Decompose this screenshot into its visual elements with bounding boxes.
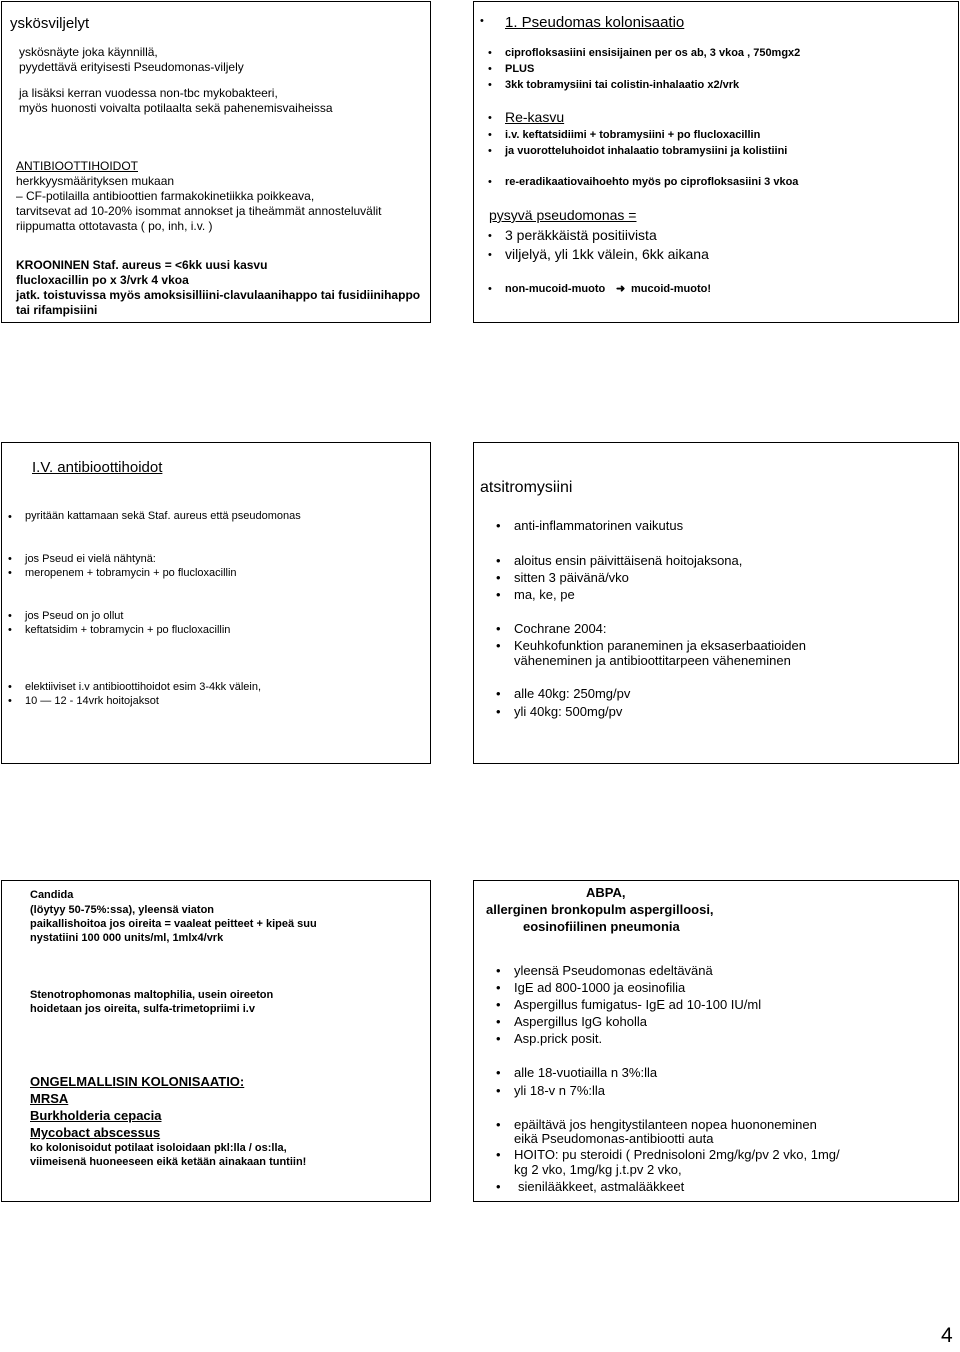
section-heading: ONGELMALLISIN KOLONISAATIO: [30, 1074, 245, 1089]
text-line: jatk. toistuvissa myös amoksisilliini-clavulaanihappo tai fusidiinihappo [16, 288, 421, 302]
bullet-icon: • [496, 704, 501, 719]
bullet-icon: • [496, 638, 501, 653]
section-heading: ANTIBIOOTTIHOIDOT [16, 159, 138, 173]
slide-pseudomonas [473, 1, 959, 323]
text-line: yli 40kg: 500mg/pv [514, 704, 623, 719]
bullet-icon: • [496, 553, 501, 568]
text-line: Mycobact abscessus [30, 1125, 161, 1140]
text-line: anti-inflammatorinen vaikutus [514, 518, 684, 533]
text-line: ja vuorotteluhoidot inhalaatio tobramysiini ja kolistiini [505, 145, 788, 157]
slide-title: 1. Pseudomas kolonisaatio [505, 14, 685, 31]
text-line: Aspergillus fumigatus- IgE ad 10-100 IU/ml [514, 997, 762, 1012]
text-line: eikä Pseudomonas-antibiootti auta [514, 1131, 714, 1146]
text-line: viimeisenä huoneeseen eikä ketään ainakaan tuntiin! [30, 1156, 307, 1168]
text-line: tai rifampisiini [16, 303, 98, 317]
text-line: sitten 3 päivänä/vko [514, 570, 629, 585]
text-line: i.v. keftatsidiimi + tobramysiini + po flucloxacillin [505, 129, 761, 141]
text-line: flucloxacillin po x 3/vrk 4 vkoa [16, 273, 189, 287]
text-line: ma, ke, pe [514, 587, 575, 602]
bullet-icon: • [496, 997, 501, 1012]
text-line: väheneminen ja antibioottitarpeen väheneminen [514, 653, 791, 668]
text-line: paikallishoitoa jos oireita = vaaleat peitteet + kipeä suu [30, 918, 317, 930]
text-line: 3 peräkkäistä positiivista [505, 227, 657, 243]
bullet-icon: • [496, 1147, 501, 1162]
text-line: epäiltävä jos hengitystilanteen nopea huononeminen [514, 1117, 817, 1132]
text-line: myös huonosti voivalta potilaalta sekä pahenemisvaiheissa [19, 101, 333, 115]
slide-title: allerginen bronkopulm aspergilloosi, [486, 902, 714, 917]
text-line: – CF-potilailla antibioottien farmakokinetiikka poikkeava, [16, 189, 315, 203]
bullet-icon: • [488, 112, 492, 124]
slide-title: atsitromysiini [480, 479, 573, 496]
text-line: Asp.prick posit. [514, 1031, 603, 1046]
text-line: re-eradikaatiovaihoehto myös po ciprofloksasiini 3 vkoa [505, 176, 799, 188]
bullet-icon: • [488, 176, 492, 188]
text-line: MRSA [30, 1091, 69, 1106]
text-line: hoidetaan jos oireita, sulfa-trimetopriimi i.v [30, 1003, 255, 1015]
slide-title: ABPA, [586, 885, 626, 900]
bullet-icon: • [496, 587, 501, 602]
slide-title: eosinofiilinen pneumonia [523, 919, 680, 934]
slide-title: I.V. antibioottihoidot [32, 459, 163, 476]
text-line: Candida [30, 889, 74, 901]
bullet-icon: • [496, 980, 501, 995]
slide-azithromycin [473, 442, 959, 764]
text-line: KROONINEN Staf. aureus = <6kk uusi kasvu [16, 258, 268, 272]
text-line: riippumatta ottotavasta ( po, inh, i.v. ) [16, 219, 213, 233]
bullet-icon: • [496, 1083, 501, 1098]
text-line: pyydettävä erityisesti Pseudomonas-viljely [19, 60, 244, 74]
bullet-icon: • [8, 624, 12, 636]
text-line: jos Pseud on jo ollut [25, 610, 124, 622]
bullet-icon: • [496, 1117, 501, 1132]
page-number: 4 [941, 1324, 953, 1347]
bullet-icon: • [496, 1014, 501, 1029]
text-line: yli 18-v n 7%:lla [514, 1083, 606, 1098]
text-line: 3kk tobramysiini tai colistin-inhalaatio x2/vrk [505, 79, 740, 91]
text-line: sienilääkkeet, astmalääkkeet [518, 1179, 685, 1194]
text-line: viljelyä, yli 1kk välein, 6kk aikana [505, 246, 709, 262]
arrow-right-icon: ➜ [616, 283, 626, 295]
slide-other-pathogens [1, 880, 431, 1202]
slide-title: yskösviljelyt [10, 15, 90, 32]
text-line: ko kolonisoidut potilaat isoloidaan pkl:lla / os:lla, [30, 1142, 287, 1154]
bullet-icon: • [8, 511, 12, 523]
bullet-icon: • [488, 145, 492, 157]
text-line: ja lisäksi kerran vuodessa non-tbc mykobakteeri, [19, 86, 278, 100]
slide-iv-antibiotics [1, 442, 431, 764]
text-line: IgE ad 800-1000 ja eosinofilia [514, 980, 686, 995]
section-heading: Re-kasvu [505, 109, 565, 125]
text-line: aloitus ensin päivittäisenä hoitojaksona, [514, 553, 743, 568]
bullet-icon: • [496, 621, 501, 636]
text-line: alle 18-vuotiailla n 3%:lla [514, 1065, 658, 1080]
bullet-icon: • [496, 518, 501, 533]
text-line: PLUS [505, 63, 535, 75]
bullet-icon: • [8, 695, 12, 707]
text-line: Cochrane 2004: [514, 621, 607, 636]
bullet-icon: • [488, 283, 492, 295]
slide-sputum-cultures [1, 1, 431, 323]
text-line: HOITO: pu steroidi ( Prednisoloni 2mg/kg/pv 2 vko, 1mg/ [514, 1147, 840, 1162]
bullet-icon: • [488, 230, 492, 242]
bullet-icon: • [496, 1179, 501, 1194]
text-line: keftatsidim + tobramycin + po flucloxacillin [25, 624, 231, 636]
bullet-icon: • [496, 686, 501, 701]
text-line: kg 2 vko, 1mg/kg j.t.pv 2 vko, [514, 1162, 682, 1177]
text-line: non-mucoid-muoto [505, 283, 606, 295]
text-line: herkkyysmäärityksen mukaan [16, 174, 175, 188]
text-line: jos Pseud ei vielä nähtynä: [25, 553, 156, 565]
bullet-icon: • [496, 1031, 501, 1046]
text-line: mucoid-muoto! [631, 283, 712, 295]
bullet-icon: • [496, 1065, 501, 1080]
text-line: elektiiviset i.v antibioottihoidot esim 3-4kk välein, [25, 681, 262, 693]
text-line: yskösnäyte joka käynnillä, [19, 45, 158, 59]
text-line: Stenotrophomonas maltophilia, usein oireeton [30, 989, 274, 1001]
bullet-icon: • [496, 963, 501, 978]
bullet-icon: • [8, 610, 12, 622]
text-line: tarvitsevat ad 10-20% isommat annokset ja tiheämmät annosteluvälit [16, 204, 382, 218]
bullet-icon: • [8, 553, 12, 565]
bullet-icon: • [488, 129, 492, 141]
text-line: ciprofloksasiini ensisijainen per os ab, 3 vkoa , 750mgx2 [505, 47, 801, 59]
bullet-icon: • [480, 15, 484, 27]
bullet-icon: • [488, 79, 492, 91]
text-line: pyritään kattamaan sekä Staf. aureus että pseudomonas [25, 510, 301, 522]
text-line: 10 — 12 - 14vrk hoitojaksot [25, 695, 159, 707]
text-line: Keuhkofunktion paraneminen ja eksaserbaatioiden [514, 638, 806, 653]
bullet-icon: • [496, 570, 501, 585]
text-line: Aspergillus IgG koholla [514, 1014, 647, 1029]
bullet-icon: • [488, 249, 492, 261]
text-line: alle 40kg: 250mg/pv [514, 686, 631, 701]
text-line: Burkholderia cepacia [30, 1108, 162, 1123]
bullet-icon: • [488, 63, 492, 75]
text-line: yleensä Pseudomonas edeltävänä [514, 963, 713, 978]
text-line: nystatiini 100 000 units/ml, 1mlx4/vrk [30, 932, 224, 944]
text-line: meropenem + tobramycin + po flucloxacillin [25, 567, 237, 579]
section-heading: pysyvä pseudomonas = [489, 207, 637, 223]
slide-abpa [473, 880, 959, 1202]
bullet-icon: • [8, 567, 12, 579]
text-line: (löytyy 50-75%:ssa), yleensä viaton [30, 904, 215, 916]
bullet-icon: • [488, 47, 492, 59]
bullet-icon: • [8, 681, 12, 693]
